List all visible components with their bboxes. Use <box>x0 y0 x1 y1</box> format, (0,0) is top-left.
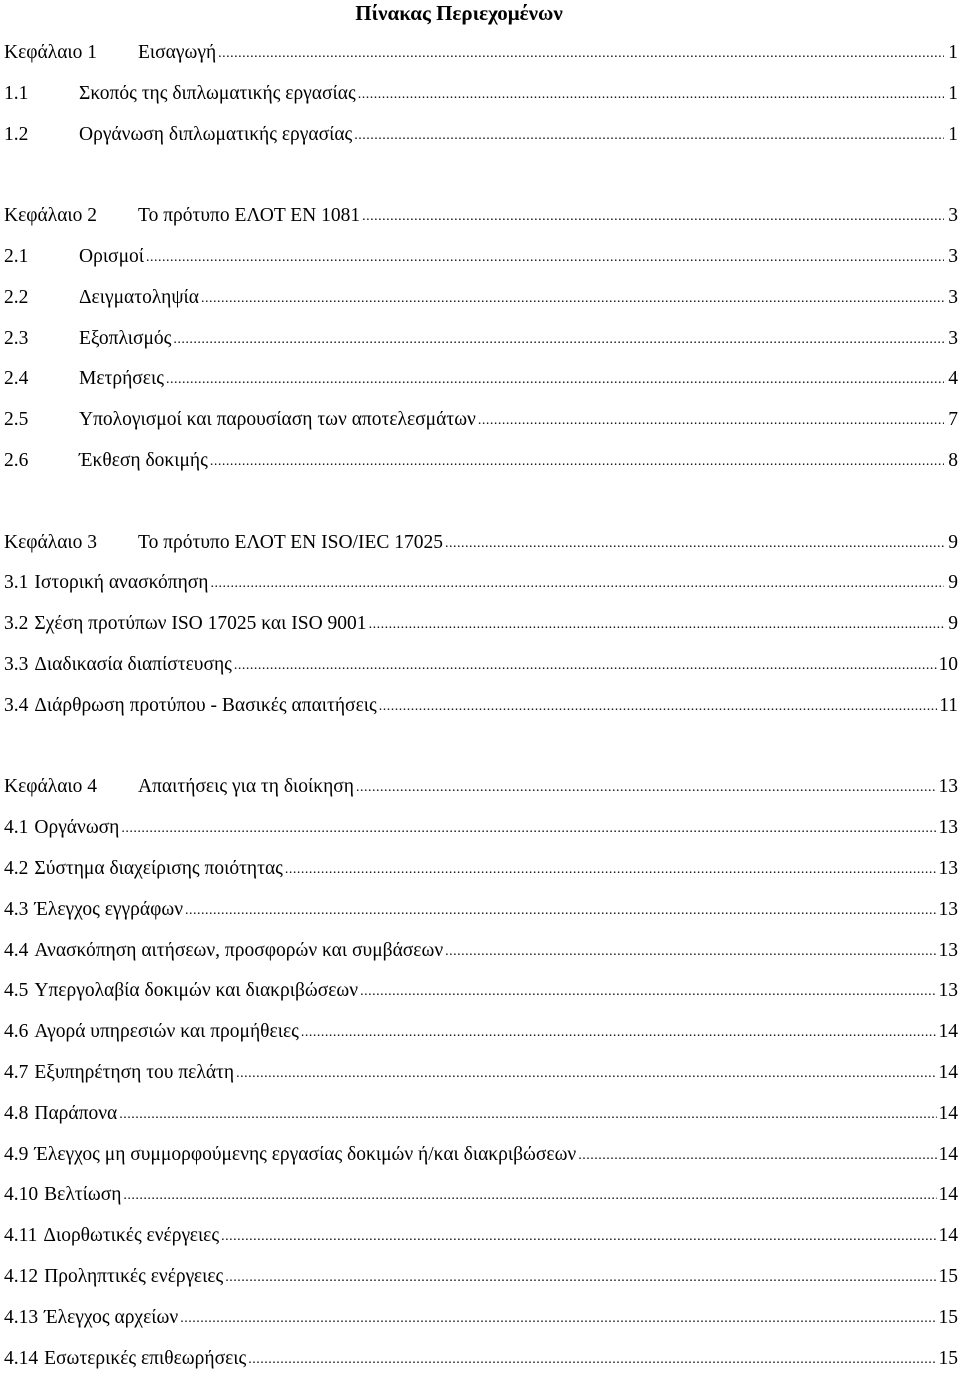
toc-entry-title: Διάρθρωση προτύπου - Βασικές απαιτήσεις <box>34 691 376 721</box>
toc-entry-chapter-3[interactable] <box>4 528 958 569</box>
toc-entry-2-4[interactable] <box>4 364 958 405</box>
toc-entry-page: 9 <box>946 528 958 558</box>
toc-entry-number: 2.1 <box>4 242 79 272</box>
toc-entry-title: Σχέση προτύπων ISO 17025 και ISO 9001 <box>34 609 366 639</box>
toc-dot-leader <box>123 1179 936 1211</box>
toc-entry-title: Έλεγχος αρχείων <box>44 1303 178 1333</box>
toc-entry-number: Κεφάλαιο 2 <box>4 201 138 231</box>
toc-dot-leader <box>360 975 936 1007</box>
toc-title: Πίνακας Περιεχομένων <box>0 0 918 26</box>
toc-entry-number: 3.1 <box>4 568 28 598</box>
toc-entry-4-1[interactable] <box>4 813 958 854</box>
toc-dot-leader <box>146 241 944 273</box>
toc-entry-title: Μετρήσεις <box>79 364 164 394</box>
toc-entry-page: 13 <box>939 772 959 802</box>
toc-entry-number: 4.7 <box>4 1058 28 1088</box>
toc-entry-page: 15 <box>939 1303 959 1333</box>
toc-dot-leader <box>221 1220 936 1252</box>
toc-entry-number: 4.4 <box>4 936 28 966</box>
toc-entry-title: Παράπονα <box>34 1099 117 1129</box>
toc-entry-page: 13 <box>939 936 959 966</box>
toc-entry-page: 14 <box>939 1017 959 1047</box>
toc-entry-number: 4.12 <box>4 1262 38 1292</box>
toc-dot-leader <box>225 1261 936 1293</box>
toc-entry-page: 3 <box>946 283 958 313</box>
toc-entry-number: 4.9 <box>4 1140 28 1170</box>
toc-entry-4-8[interactable] <box>4 1099 958 1140</box>
toc-dot-leader <box>478 404 944 436</box>
toc-dot-leader <box>119 1098 936 1130</box>
toc-entry-3-1[interactable] <box>4 568 958 609</box>
toc-entry-4-4[interactable] <box>4 936 958 977</box>
toc-dot-leader <box>356 771 937 803</box>
toc-entry-page: 3 <box>946 242 958 272</box>
toc-dot-leader <box>285 853 937 885</box>
toc-entry-chapter-1[interactable] <box>4 38 958 79</box>
toc-entry-number: 4.1 <box>4 813 28 843</box>
toc-entry-page: 1 <box>946 120 958 150</box>
toc-entry-number: 4.3 <box>4 895 28 925</box>
toc-entry-2-2[interactable] <box>4 283 958 324</box>
toc-entry-page: 9 <box>946 568 958 598</box>
toc-entry-title: Εισαγωγή <box>138 38 216 68</box>
toc-entry-title: Οργάνωση <box>34 813 119 843</box>
toc-entry-page: 13 <box>939 976 959 1006</box>
toc-entry-number: 4.8 <box>4 1099 28 1129</box>
toc-entry-page: 14 <box>939 1180 959 1210</box>
toc-entry-title: Υπολογισμοί και παρουσίαση των αποτελεσμάτων <box>79 405 476 435</box>
toc-entry-2-3[interactable] <box>4 324 958 365</box>
toc-list <box>4 38 958 1384</box>
toc-entry-title: Προληπτικές ενέργειες <box>44 1262 223 1292</box>
toc-entry-4-10[interactable] <box>4 1180 958 1221</box>
toc-entry-4-12[interactable] <box>4 1262 958 1303</box>
toc-entry-title: Το πρότυπο ΕΛΟΤ ΕΝ ISO/IEC 17025 <box>138 528 443 558</box>
toc-entry-title: Ορισμοί <box>79 242 144 272</box>
toc-entry-number: 3.4 <box>4 691 28 721</box>
toc-dot-leader <box>379 690 937 722</box>
toc-entry-page: 8 <box>946 446 958 476</box>
toc-entry-page: 14 <box>939 1221 959 1251</box>
toc-dot-leader <box>578 1139 936 1171</box>
toc-entry-title: Έλεγχος εγγράφων <box>34 895 183 925</box>
toc-entry-title: Εξοπλισμός <box>79 324 171 354</box>
toc-entry-page: 10 <box>939 650 959 680</box>
toc-entry-number: Κεφάλαιο 3 <box>4 528 138 558</box>
toc-entry-chapter-4[interactable] <box>4 772 958 813</box>
toc-dot-leader <box>354 119 944 151</box>
toc-entry-page: 14 <box>939 1058 959 1088</box>
toc-entry-4-11[interactable] <box>4 1221 958 1262</box>
toc-entry-1-2[interactable] <box>4 120 958 161</box>
toc-entry-number: 2.4 <box>4 364 79 394</box>
toc-entry-title: Δειγματοληψία <box>79 283 199 313</box>
toc-entry-number: 1.1 <box>4 79 79 109</box>
toc-entry-page: 13 <box>939 813 959 843</box>
toc-entry-number: 2.6 <box>4 446 79 476</box>
toc-entry-number: 4.6 <box>4 1017 28 1047</box>
toc-entry-4-7[interactable] <box>4 1058 958 1099</box>
toc-entry-4-6[interactable] <box>4 1017 958 1058</box>
toc-dot-leader <box>301 1016 937 1048</box>
toc-entry-number: 2.3 <box>4 324 79 354</box>
toc-entry-page: 13 <box>939 895 959 925</box>
toc-entry-title: Σκοπός της διπλωματικής εργασίας <box>79 79 356 109</box>
toc-dot-leader <box>369 608 944 640</box>
toc-entry-3-3[interactable] <box>4 650 958 691</box>
toc-entry-number: 3.3 <box>4 650 28 680</box>
toc-entry-number: 4.10 <box>4 1180 38 1210</box>
toc-entry-3-2[interactable] <box>4 609 958 650</box>
toc-entry-title: Σύστημα διαχείρισης ποιότητας <box>34 854 283 884</box>
toc-entry-page: 3 <box>946 201 958 231</box>
toc-entry-2-1[interactable] <box>4 242 958 283</box>
toc-entry-title: Ιστορική ανασκόπηση <box>34 568 208 598</box>
toc-entry-4-14[interactable] <box>4 1344 958 1384</box>
toc-entry-title: Εσωτερικές επιθεωρήσεις <box>44 1344 246 1374</box>
toc-entry-title: Διορθωτικές ενέργειες <box>43 1221 219 1251</box>
toc-entry-title: Έκθεση δοκιμής <box>79 446 208 476</box>
toc-dot-leader <box>180 1302 936 1334</box>
toc-dot-leader <box>445 527 944 559</box>
toc-entry-page: 13 <box>939 854 959 884</box>
toc-dot-leader <box>166 363 944 395</box>
toc-entry-4-3[interactable] <box>4 895 958 936</box>
toc-entry-number: Κεφάλαιο 4 <box>4 772 138 802</box>
toc-dot-leader <box>201 282 944 314</box>
toc-entry-2-5[interactable] <box>4 405 958 446</box>
toc-entry-page: 9 <box>946 609 958 639</box>
toc-entry-page: 14 <box>939 1099 959 1129</box>
toc-entry-number: 4.14 <box>4 1344 38 1374</box>
toc-entry-title: Βελτίωση <box>44 1180 121 1210</box>
toc-entry-page: 15 <box>939 1344 959 1374</box>
toc-entry-page: 3 <box>946 324 958 354</box>
toc-entry-title: Οργάνωση διπλωματικής εργασίας <box>79 120 352 150</box>
toc-entry-number: 4.11 <box>4 1221 37 1251</box>
toc-dot-leader <box>173 323 944 355</box>
toc-entry-title: Απαιτήσεις για τη διοίκηση <box>138 772 354 802</box>
toc-dot-leader <box>445 935 936 967</box>
toc-dot-leader <box>121 812 936 844</box>
toc-entry-title: Υπεργολαβία δοκιμών και διακριβώσεων <box>34 976 358 1006</box>
toc-entry-title: Το πρότυπο ΕΛΟΤ ΕΝ 1081 <box>138 201 360 231</box>
toc-dot-leader <box>248 1343 936 1375</box>
toc-entry-title: Αγορά υπηρεσιών και προμήθειες <box>34 1017 299 1047</box>
toc-dot-leader <box>358 78 944 110</box>
toc-entry-2-6[interactable] <box>4 446 958 487</box>
toc-dot-leader <box>236 1057 936 1089</box>
toc-entry-number: 4.13 <box>4 1303 38 1333</box>
toc-entry-page: 7 <box>946 405 958 435</box>
toc-entry-chapter-2[interactable] <box>4 201 958 242</box>
toc-entry-number: 2.2 <box>4 283 79 313</box>
toc-entry-title: Έλεγχος μη συμμορφούμενης εργασίας δοκιμών ή/και διακριβώσεων <box>34 1140 576 1170</box>
toc-dot-leader <box>210 445 944 477</box>
toc-entry-number: 3.2 <box>4 609 28 639</box>
toc-entry-4-2[interactable] <box>4 854 958 895</box>
toc-dot-leader <box>218 37 944 69</box>
toc-entry-number: 1.2 <box>4 120 79 150</box>
toc-dot-leader <box>362 200 944 232</box>
toc-entry-4-13[interactable] <box>4 1303 958 1344</box>
toc-entry-1-1[interactable] <box>4 79 958 120</box>
toc-entry-number: Κεφάλαιο 1 <box>4 38 138 68</box>
toc-entry-page: 1 <box>946 38 958 68</box>
toc-dot-leader <box>211 567 944 599</box>
toc-entry-page: 1 <box>946 79 958 109</box>
toc-entry-number: 2.5 <box>4 405 79 435</box>
toc-entry-title: Εξυπηρέτηση του πελάτη <box>34 1058 234 1088</box>
toc-entry-page: 4 <box>946 364 958 394</box>
toc-entry-page: 14 <box>939 1140 959 1170</box>
toc-dot-leader <box>234 649 937 681</box>
toc-entry-4-9[interactable] <box>4 1140 958 1181</box>
toc-entry-title: Ανασκόπηση αιτήσεων, προσφορών και συμβάσεων <box>34 936 443 966</box>
toc-dot-leader <box>185 894 936 926</box>
toc-entry-number: 4.2 <box>4 854 28 884</box>
toc-entry-title: Διαδικασία διαπίστευσης <box>34 650 232 680</box>
toc-entry-3-4[interactable] <box>4 691 958 732</box>
toc-entry-number: 4.5 <box>4 976 28 1006</box>
toc-entry-page: 11 <box>939 691 958 721</box>
toc-entry-page: 15 <box>939 1262 959 1292</box>
toc-entry-4-5[interactable] <box>4 976 958 1017</box>
